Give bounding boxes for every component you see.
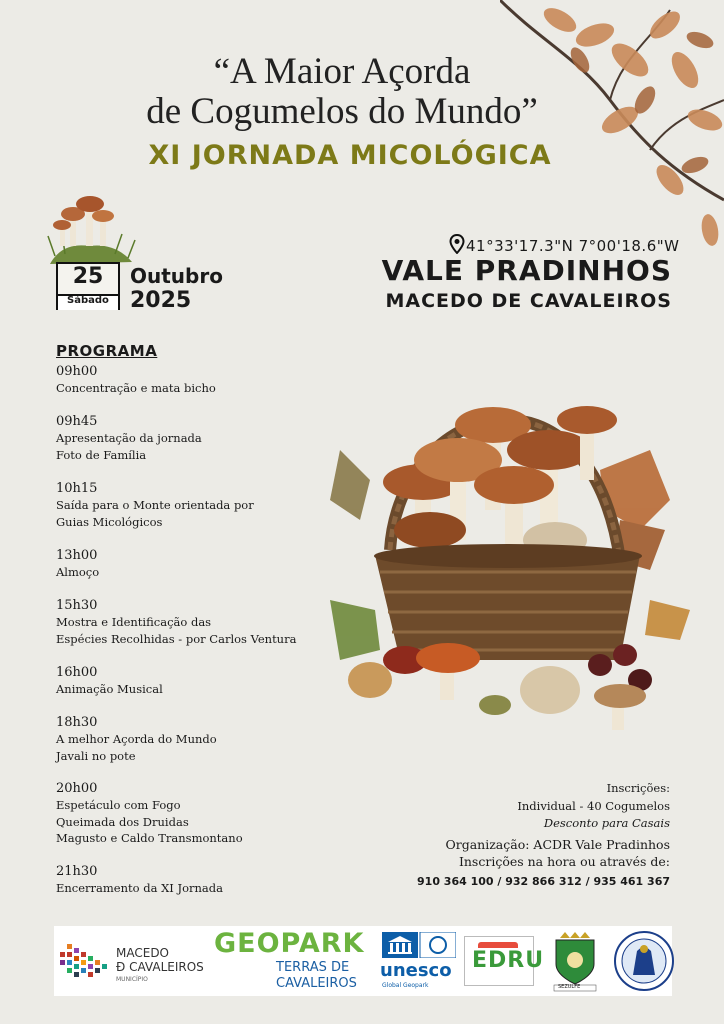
programme-line: Concentração e mata bicho <box>56 381 216 395</box>
municipality-pixel-icon <box>58 938 110 982</box>
unesco-sub: Global Geopark <box>382 982 429 989</box>
programme-time: 16h00 <box>56 665 98 680</box>
macedo-line3: MUNICÍPIO <box>116 976 148 983</box>
event-title-line2: de Cogumelos do Mundo” <box>146 91 538 132</box>
association-emblem-icon <box>613 929 675 993</box>
macedo-municipality-logo <box>54 926 212 996</box>
programme-item <box>56 714 356 764</box>
event-weekday: Sábado <box>67 295 109 306</box>
event-day: 25 <box>72 264 104 289</box>
event-month: Outubro <box>130 264 223 288</box>
location-town: MACEDO DE CAVALEIROS <box>385 290 672 312</box>
programme-line: Magusto e Caldo Transmontano <box>56 831 243 845</box>
parish-label: SEZULFE <box>558 984 581 990</box>
parish-shield-icon <box>550 930 600 992</box>
programme-line: Queimada dos Druidas <box>56 814 189 829</box>
programme-item <box>56 480 356 530</box>
registration-individual: Individual - 40 Cogumelos <box>517 798 670 813</box>
unesco-logo <box>378 926 458 996</box>
unesco-temple-icon <box>382 932 456 958</box>
edru-logo <box>462 926 545 996</box>
programme-line: Apresentação da jornada <box>56 431 202 445</box>
registration-onsite: Inscrições na hora ou através de: <box>458 854 670 869</box>
programme-line: Guias Micológicos <box>56 514 163 529</box>
programme-item <box>56 363 356 397</box>
programme-line: Animação Musical <box>56 682 163 696</box>
programme-item <box>56 664 356 698</box>
programme-item <box>56 547 356 581</box>
programme-item <box>56 597 356 647</box>
programme-line: Almoço <box>56 565 100 579</box>
programme-line: Mostra e Identificação das <box>56 615 212 629</box>
programme-item <box>56 413 356 463</box>
geopark-line3: CAVALEIROS <box>276 976 357 991</box>
programme-time: 15h30 <box>56 598 98 613</box>
programme-line: Saída para o Monte orientada por <box>56 498 254 512</box>
event-subtitle: XI JORNADA MICOLÓGICA <box>148 140 552 171</box>
edru-arc <box>478 942 518 948</box>
parish-crest-logo <box>544 926 604 996</box>
programme-item <box>56 863 356 897</box>
registration-heading: Inscrições: <box>606 781 670 795</box>
programme-line: Javali no pote <box>56 748 136 763</box>
sponsor-logos-strip <box>54 926 672 996</box>
geopark-logo <box>214 926 374 996</box>
programme-line: Espetáculo com Fogo <box>56 798 181 812</box>
registration-info <box>400 780 670 890</box>
programme-line: Foto de Família <box>56 447 147 462</box>
programme-time: 13h00 <box>56 548 98 563</box>
geopark-line2: TERRAS DE <box>276 960 350 975</box>
mushroom-basket-illustration <box>320 360 710 750</box>
macedo-line1: MACEDO <box>116 946 169 960</box>
programme-time: 21h30 <box>56 864 98 879</box>
gps-coordinates: 41°33'17.3"N 7°00'18.6"W <box>466 237 680 255</box>
programme-time: 20h00 <box>56 781 98 796</box>
location-pin-icon <box>449 234 465 254</box>
programme-time: 18h30 <box>56 715 98 730</box>
programme-line: Encerramento da XI Jornada <box>56 881 223 895</box>
event-year: 2025 <box>130 288 192 313</box>
programme-line: A melhor Açorda do Mundo <box>56 732 217 746</box>
registration-organization: Organização: ACDR Vale Pradinhos <box>445 836 670 852</box>
association-logo <box>610 926 672 996</box>
programme-time: 09h00 <box>56 364 98 379</box>
event-title-line1: “A Maior Açorda <box>213 51 471 92</box>
mushroom-cluster-icon <box>40 196 140 266</box>
registration-discount: Desconto para Casais <box>543 816 670 830</box>
edru-word: EDRU <box>472 948 545 973</box>
unesco-word: unesco <box>380 960 452 981</box>
macedo-line2: Ð CAVALEIROS <box>116 960 204 974</box>
registration-phones: 910 364 100 / 932 866 312 / 935 461 367 <box>417 874 670 888</box>
geopark-word: GEOPARK <box>214 928 365 959</box>
location-place: VALE PRADINHOS <box>381 254 672 287</box>
programme-time: 09h45 <box>56 414 98 429</box>
programme-heading: PROGRAMA <box>56 342 158 360</box>
programme-line: Espécies Recolhidas - por Carlos Ventura <box>56 631 297 646</box>
programme-time: 10h15 <box>56 481 98 496</box>
programme-item <box>56 780 356 847</box>
